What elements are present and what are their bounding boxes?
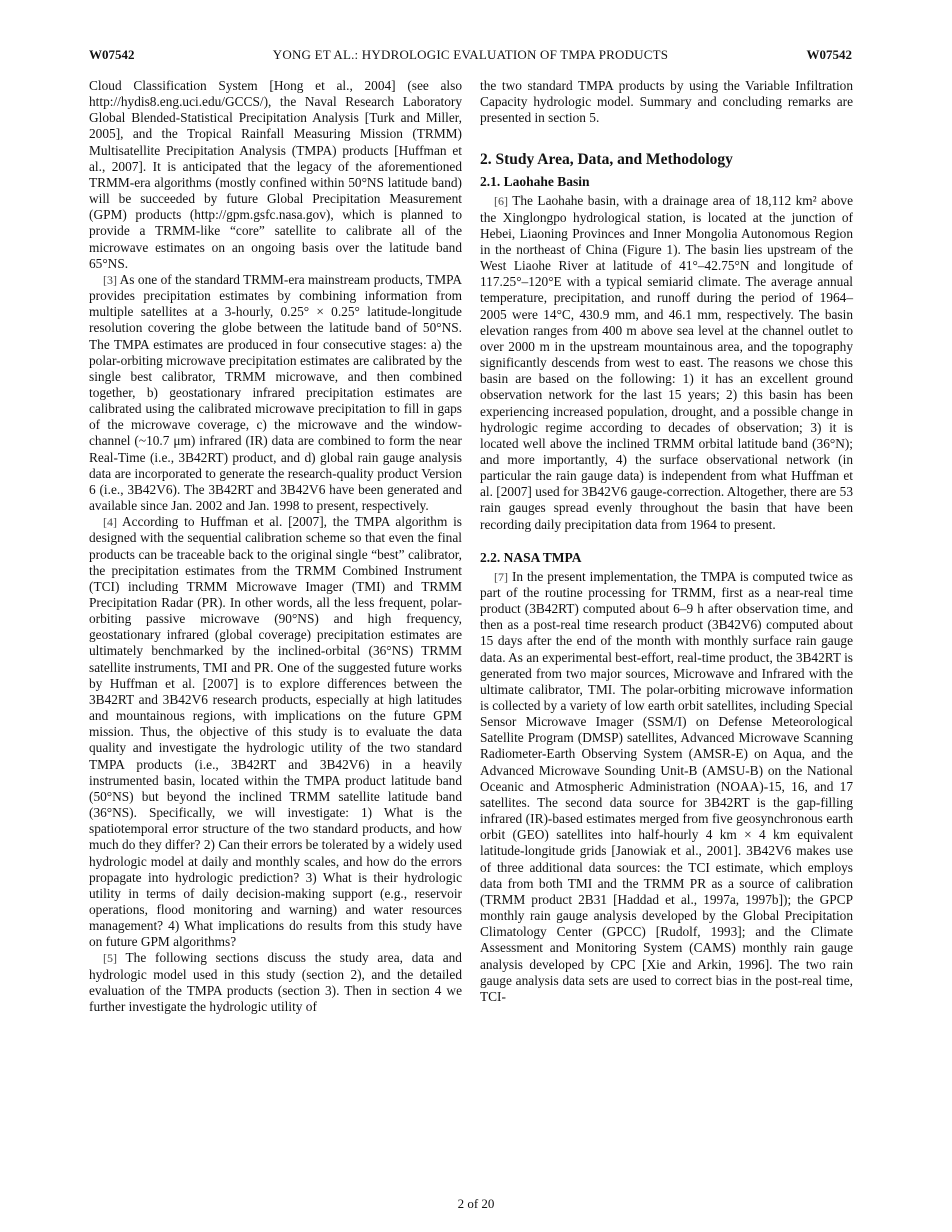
subsection-2-2-heading: 2.2. NASA TMPA [480, 549, 582, 565]
paragraph-number: [3] [103, 272, 117, 287]
paragraph-3 [89, 272, 462, 514]
paragraph-5 [89, 950, 462, 1015]
page-number: 2 of 20 [457, 1196, 495, 1211]
paragraph-5-continued: the two standard TMPA products by using the Variable Infiltration Capacity hydrologic model. Summary and concluding remarks are presented in section 5. [480, 78, 853, 126]
paragraph-number: [5] [103, 951, 117, 966]
section-2-heading: 2. Study Area, Data, and Methodology [480, 151, 733, 169]
subsection-2-1-heading: 2.1. Laohahe Basin [480, 174, 590, 190]
paragraph-text: According to Huffman et al. [2007], the TMPA algorithm is designed with the sequential calibration scheme so that even the final products can be traceable back to the original single “best” calibrator, the precipitation estimates from the TRMM Combined Instrument (TCI) including TRMM Microwave Imager (TMI) and TRMM Precipitation Radar (PR). In other words, all the less frequent, polar-orbiting passive microwave (90°NS) and high frequency, geostationary infrared (global coverage) precipitation estimates are ultimately benchmarked by the inclined-orbital (36°NS) TRMM satellite instruments, TMI and PR. One of the suggested future works by Huffman et al. [2007] is to explore differences between the 3B42RT and 3B42V6 research products, especially at high latitudes and mountainous regions, with implications on the future GPM mission. Thus, the objective of this study is to evaluate the data quality and investigate the hydrologic utility of the two standard TMPA products (i.e., 3B42RT and 3B42V6) in a heavily instrumented basin, located within the TMPA product latitude band (50°NS) but beyond the inclined TRMM satellite latitude band (36°NS). Specifically, we will investigate: 1) What is the spatiotemporal error structure of the two standard products, and how much do they differ? 2) Can their errors be tolerated by a widely used hydrologic model at daily and monthly scales, and how do the errors propagate into hydrologic prediction? 3) What is their hydrologic utility in terms of daily decision-making support (e.g., reservoir operations, flood monitoring and warning) and water resources management? 4) What implications do results from this study have on future GPM algorithms? [89, 514, 462, 950]
paragraph-intro-continued: Cloud Classification System [Hong et al., 2004] (see also http://hydis8.eng.uci.edu/GCCS/), the Naval Research Laboratory Global Blended-Statistical Precipitation Analysis [Turk and Miller, 2005], and the Tropical Rainfall Measuring Mission (TRMM) Multisatellite Precipitation Analysis (TMPA) products [Huffman et al., 2007]. It is anticipated that the legacy of the aforementioned TRMM-era algorithms (mostly confined within 50°NS latitude band) will be succeeded by future Global Precipitation Measurement (GPM) products (http://gpm.gsfc.nasa.gov), which is planned to provide a TRMM-like “core” satellite to calibrate all of the microwave estimates on an ongoing basis over the latitude band 65°NS. [89, 78, 462, 271]
article-id-left: W07542 [89, 47, 135, 62]
paragraph-7 [480, 569, 853, 1005]
paragraph-4 [89, 514, 462, 950]
running-header [89, 46, 852, 64]
paragraph-number: [6] [494, 194, 508, 209]
running-title: YONG ET AL.: HYDROLOGIC EVALUATION OF TMPA PRODUCTS [272, 47, 669, 62]
paragraph-text: The following sections discuss the study area, data and hydrologic model used in this study (section 2), and the detailed evaluation of the TMPA products (section 3). Then in section 4 we further investigate the hydrologic utility of [89, 950, 462, 1014]
paragraph-text: The Laohahe basin, with a drainage area of 18,112 km² above the Xinglongpo hydrological station, is located at the junction of Hebei, Liaoning Provinces and Inner Mongolia Autonomous Region in the northeast of China (Figure 1). The basin lies upstream of the West Liaohe River at latitude of 41°–42.75°N and longitude of 117.25°–120°E with a typical semiarid climate. The average annual temperature, precipitation, and runoff during the period of 1964–2005 were 14°C, 430.9 mm, and 46.1 mm, respectively. The basin elevation ranges from 400 m above sea level at the channel outlet to over 2000 m in the upstream mountainous area, and the topography significantly descends from west to east. The reasons we chose this basin are based on the following: 1) it has an excellent ground observation network for the last 15 years; 2) this basin has been experiencing increased population, drought, and a possible change in hydrologic regime according to decades of observation; 3) it is located well above the inclined TRMM orbital latitude band (36°N); and more importantly, 4) the surface observational network (in particular the rain gauge data) is independent from what Huffman et al. [2007] used for 3B42V6 gauge-correction. Altogether, there are 53 rain gauges spread evenly throughout the basin that have been recording daily precipitation data from 1964 to present. [480, 193, 853, 532]
article-id-right: W07542 [806, 47, 852, 62]
paragraph-text: As one of the standard TRMM-era mainstream products, TMPA provides precipitation estimates by combining information from multiple satellites at a 3-hourly, 0.25° × 0.25° latitude-longitude resolution covering the globe between the latitude band of 50°NS. The TMPA estimates are produced in four consecutive stages: a) the polar-orbiting microwave precipitation estimates are calibrated by the single best calibrator, TRMM microwave, and then combined together, b) geostationary infrared precipitation estimates are calibrated using the calibrated microwave precipitation to fill in gaps of the microwave coverage, c) the microwave and the window-channel (~10.7 μm) infrared (IR) data are combined to form the near Real-Time (i.e., 3B42RT) product, and d) global rain gauge analysis data are incorporated to generate the research-quality product Version 6 (i.e., 3B42V6). The 3B42RT and 3B42V6 have been generated and available since Jan. 2002 and Jan. 1998 to present, respectively. [89, 271, 462, 514]
paragraph-text: In the present implementation, the TMPA is computed twice as part of the routine processing for TRMM, first as a near-real time product (3B42RT) computed about 6–9 h after observation time, and then as a post-real time research product (3B42V6) computed about 15 days after the end of the month with monthly surface rain gauge data. As an experimental best-effort, real-time product, the 3B42RT is generated from two major sources, Microwave and Infrared with the ultimate calibrator, TMI. The polar-orbiting microwave information is collected by a variety of low earth orbit satellites, including Special Sensor Microwave Imager (SSM/I) on Defense Meteorological Satellite Program (DMSP) satellites, Advanced Microwave Scanning Radiometer-Earth Observing System (AMSR-E) on Aqua, and the Advanced Microwave Sounding Unit-B (AMSU-B) on the National Oceanic and Atmospheric Administration (NOAA)-15, 16, and 17 satellites. The second data source for 3B42RT is the gap-filling infrared (IR)-based estimates merged from five geosynchronous earth orbit (GEO) satellites into half-hourly 4 km × 4 km equivalent latitude-longitude grids [Janowiak et al., 2001]. 3B42V6 makes use of three additional data sources: the TCI estimate, which employs data from both TMI and the TRMM PR as a source of calibration (TRMM product 2B31 [Haddad et al., 1997a, 1997b]); the GPCP monthly rain gauge analysis developed by the Global Precipitation Climatology Center (GPCC) [Rudolf, 1993]; and the Climate Assessment and Monitoring System (CAMS) monthly rain gauge analysis developed by CPC [Xie and Arkin, 1996]. The two rain gauge analysis data sets are used to correct bias in the post-real time, TCI- [480, 568, 854, 1004]
paragraph-number: [4] [103, 515, 117, 530]
paragraph-6 [480, 193, 853, 532]
right-column [480, 78, 853, 1005]
paragraph-number: [7] [494, 569, 508, 584]
left-column [89, 78, 462, 1015]
